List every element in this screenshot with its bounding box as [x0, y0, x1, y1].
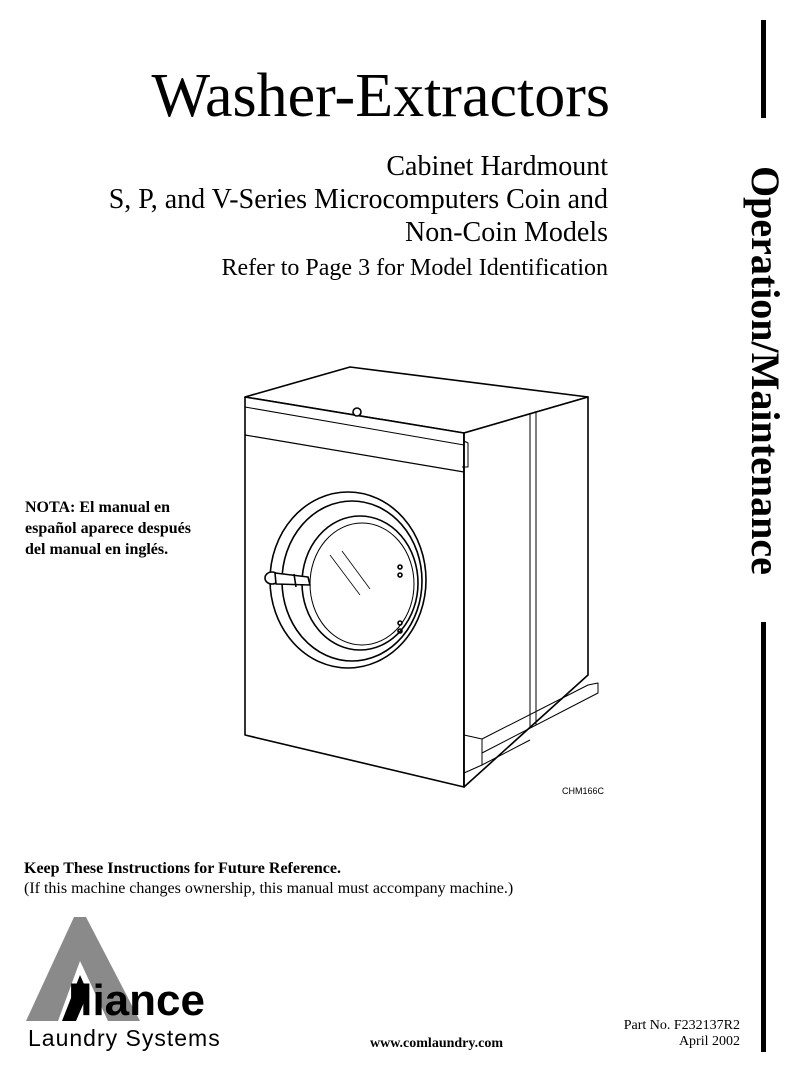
- spanish-note: [25, 497, 225, 560]
- part-number-block: [560, 1018, 740, 1050]
- model-identification-reference: Refer to Page 3 for Model Identification: [221, 255, 608, 281]
- document-title: Washer-Extractors: [151, 62, 610, 130]
- website-link[interactable]: www.comlaundry.com: [370, 1036, 503, 1051]
- spanish-note-line-2: español aparece después: [25, 520, 191, 537]
- spanish-note-line-1: NOTA: El manual en: [25, 499, 171, 516]
- ownership-note: (If this machine changes ownership, this manual must accompany machine.): [24, 880, 514, 897]
- part-number: Part No. F232137R2: [623, 1018, 740, 1033]
- washer-front-face: [245, 397, 464, 787]
- subtitle: [20, 150, 608, 249]
- side-label: Operation/Maintenance: [743, 165, 788, 575]
- side-rule-top: [761, 20, 766, 118]
- side-rule-bottom: [761, 622, 766, 1052]
- washer-illustration: [230, 355, 610, 795]
- subtitle-line-2: S, P, and V-Series Microcomputers Coin and: [108, 184, 608, 215]
- top-lock-icon: [353, 408, 361, 416]
- figure-code: CHM166C: [562, 786, 605, 796]
- logo-wordmark: lliance: [68, 976, 205, 1025]
- subtitle-line-3: Non-Coin Models: [405, 217, 608, 248]
- logo-tagline: Laundry Systems: [28, 1025, 221, 1051]
- keep-instructions-heading: Keep These Instructions for Future Reference.: [24, 860, 341, 877]
- subtitle-line-1: Cabinet Hardmount: [386, 151, 608, 182]
- publication-date: April 2002: [678, 1034, 740, 1049]
- spanish-note-line-3: del manual en inglés.: [25, 541, 169, 558]
- washer-side-face: [464, 397, 588, 787]
